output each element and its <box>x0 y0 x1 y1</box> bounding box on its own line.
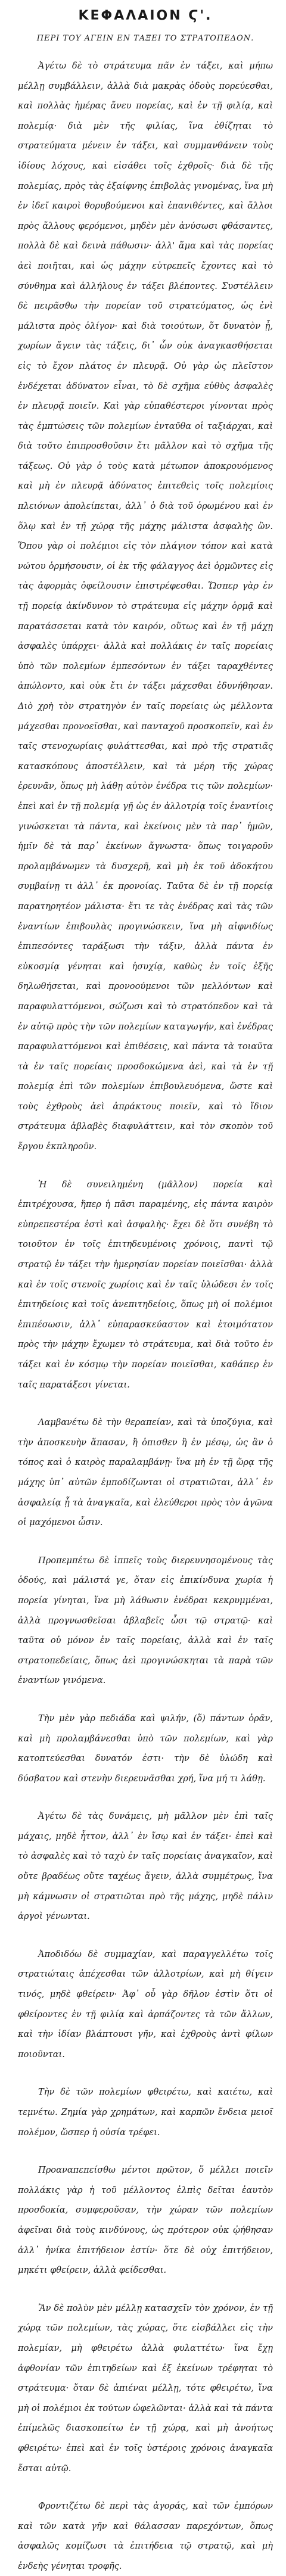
paragraph-1: Ἀγέτω δὲ τὸ στράτευμα πᾶν ἐν τάξει, καὶ μήπω μέλλῃ συμβάλλειν, ἀλλὰ διὰ μακρὰς ὁδοὺς πορεύεσθαι, καὶ πολλὰς ἡμέρας ἄνευ πορείας, καὶ ἐν τῇ φιλίᾳ, καὶ πολεμίᾳ· διὰ μὲν τῆς φιλίας, ἵνα ἐθίζηται τὸ στρατεύματα μένειν ἐν τάξει, καὶ συμμανθάνειν τοὺς ἰδίους λόχους, καὶ εἰσάθει τοῖς ἐχθροῖς· διὰ δὲ τῆς πολεμίας, πρὸς τὰς ἐξαίφνης ἐπιβολὰς γινομένας, ἵνα μὴ ἐν ἰδεῖ καιροὶ θορυβούμενοι καὶ ἐπανιθέντες, καὶ ἄλλοι πρὸς ἄλλους φερόμενοι, μηδὲν μὲν ἀνύσωσι φθάσαντες, πολλὰ δὲ καὶ δεινὰ πάθωσιν· ἀλλ' ἅμα καὶ τὰς πορείας ἀεὶ ποιῆται, καὶ ὡς μάχην εὐτρεπεῖς ἔχοντες καὶ τὸ σύνθημα καὶ ἀλλήλους ἐν τάξει βλέποντες. Συστέλλειν δὲ πειρᾶσθω τὴν πορείαν τοῦ στρατεύματος, ὡς ἐνὶ μάλιστα πρὸς ὀλίγον· καὶ διὰ τοιούτων, ὅτ δυνατὸν ᾖ, χωρίων ἄγειν τὰς τάξεις, δι᾽ ὧν οὐκ ἀναγκασθήσεται εἰς τὸ ἔχον πλάτος ἐν πλευρᾷ. Οὐ γὰρ ὡς πλεῖστον ἐνδέχεται ἀδύνατον εἶναι, τὸ δὲ σχῆμα εὐθὺς ἀσφαλὲς ἐν πλευρᾷ ποιεῖν. Καὶ γὰρ εὐπαθέστεροι γίνονται πρὸς τὰς ἐμπτώσεις τῶν πολεμίων ἐνταῦθα οἱ ταξιάρχαι, καὶ διὰ τοῦτο ἐπιπροσθοῦσιν ἔτι μᾶλλον καὶ τὸ σχῆμα τῆς τάξεως. Οὐ γὰρ ὁ τοὺς κατὰ μέτωπον ἀποκρουόμενος καὶ μὴ ἐν πλευρᾷ ἀδύνατος ἐπιτεθεὶς τοῖς πολεμίοις πλειόνων ἀπολείπεται, ἀλλ᾽ ὁ διὰ τοῦ ὁρωμένου καὶ ἐν ὅλῳ καὶ ἐν τῇ χώρᾳ τῆς μάχης μάλιστα ἀσφαλὴς ὢν. Ὅπου γὰρ οἱ πολέμιοι εἰς τὸν πλάγιον τόπον καὶ κατὰ νώτου ὁρμήσουσιν, οἱ ἐκ τῆς φάλαγγος ἀεὶ ὁρμῶντες εἰς τὰς ἀφορμὰς ὀφείλουσιν ἐπιστρέφεσθαι. Ὥσπερ γὰρ ἐν τῇ πορείᾳ ἀκίνδυνον τὸ στράτευμα εἰς μάχην ὁρμᾷ καὶ παρατάσσεται κατὰ τὸν καιρόν, οὕτως καὶ ἐν τῇ μάχῃ ἀσφαλὲς ὑπάρχει· ἀλλὰ καὶ πολλάκις ἐν ταῖς πορείαις ὑπὸ τῶν πολεμίων ἐμπεσόντων ἐν τάξει ταραχθέντες ἀπώλοντο, καὶ οὐκ ἔτι ἐν τάξει μάχεσθαι ἐδυνήθησαν. Διὸ χρὴ τὸν στρατηγὸν ἐν ταῖς πορείαις ὡς μέλλοντα μάχεσθαι προνοεῖσθαι, καὶ πανταχοῦ προσκοπεῖν, καὶ ἐν ταῖς στενοχωρίαις φυλάττεσθαι, καὶ πρὸ τῆς στρατιᾶς κατασκόπους ἀποστέλλειν, καὶ τὰ μέρη τῆς χώρας ἐρευνᾶν, ὅπως μὴ λάθῃ αὐτὸν ἐνέδρα τις τῶν πολεμίων· ἐπεὶ καὶ ἐν τῇ πολεμίᾳ γῇ ὡς ἐν ἀλλοτρίᾳ τοῖς ἐναντίοις γινώσκεται τὰ πάντα, καὶ ἐκείνοις μὲν τὰ παρ᾽ ἡμῶν, ἡμῖν δὲ τὰ παρ᾽ ἐκείνων ἄγνωστα· ὅπως τοιγαροῦν προλαμβάνωμεν τὰ δυσχερῆ, καὶ μὴ ἐκ τοῦ ἀδοκήτου συμβαίνῃ τι ἀλλ᾽ ἐκ προνοίας. Ταῦτα δὲ ἐν τῇ πορείᾳ παρατηρητέον μάλιστα· ἔτι τε τὰς ἐνέδρας καὶ τὰς τῶν ἐναντίων ἐπιβουλὰς προγινώσκειν, ἵνα μὴ αἰφνιδίως ἐπιπεσόντες ταράξωσι τὴν τάξιν, ἀλλὰ πάντα ἐν εὐκοσμίᾳ γένηται καὶ ἡσυχίᾳ, καθὼς ἐν τοῖς ἑξῆς δηλωθήσεται, καὶ προνοούμενοι τῶν μελλόντων καὶ παραφυλαττόμενοι, σώζωσι καὶ τὸ στρατόπεδον καὶ τὰ ἐν αὐτῷ πρὸς τὴν τῶν πολεμίων καταγωγήν, καὶ ἐνέδρας παραφυλαττόμενοι καὶ ἐπιθέσεις, καὶ πάντα τὰ τοιαῦτα τὰ ἐν ταῖς πορείαις προσδοκώμενα ἀεὶ, καὶ τὰ ἐν τῇ πολεμίᾳ ἐπὶ τῶν πολεμίων ἐπιβουλευόμενα, ὥστε καὶ τοὺς ἐχθροὺς ἀεὶ ἀπράκτους ποιεῖν, καὶ τὸ ἴδιον στράτευμα ἀβλαβὲς διαφυλάττειν, καὶ τὸν σκοπὸν τοῦ ἔργου ἐκπληροῦν. <box>18 61 273 1152</box>
chapter-subtitle: ΠΕΡΙ ΤΟΥ ΑΓΕΙΝ ΕΝ ΤΑΞΕΙ ΤΟ ΣΤΡΑΤΟΠΕΔΟΝ. <box>36 34 254 43</box>
paragraph-10: Ἂν δὲ πολὺν μὲν μέλλῃ κατασχεῖν τὸν χρόνον, ἐν τῇ χώρᾳ τῶν πολεμίων, τὰς χώρας, ὅτε εἰσβάλλει εἰς τὴν πολεμίαν, μὴ φθειρέτω ἀλλὰ φυλαττέτω· ἵνα ἔχῃ ἀφθονίαν τῶν ἐπιτηδείων καὶ ἐξ ἐκείνων τρέφηται τὸ στράτευμα· ὅταν δὲ ἀπιέναι μέλλῃ, τότε φθειρέτω, ἵνα μὴ οἱ πολέμιοι ἐκ τούτων ὠφελῶνται· ἀλλὰ καὶ τὰ πάντα ἐπίμελῶς διασκοπείτω ἐν τῇ χώρᾳ, καὶ μὴ ἀνοήτως φθειρέτω· ἐπεὶ καὶ ἐν τοῖς ὑστέροις χρόνοις ἀναγκαῖα ἔσται αὐτῷ. <box>18 2303 273 2474</box>
paragraph-6: Ἀγέτω δὲ τὰς δυνάμεις, μὴ μᾶλλον μὲν ἐπὶ ταῖς μάχαις, μηδὲ ἧττον, ἀλλ᾽ ἐν ἴσῳ καὶ ἐν τάξει· ἐπεὶ καὶ τὸ ἀσφαλὲς καὶ τὸ ταχὺ ἐν ταῖς πορείαις ἀναγκαῖον, καὶ οὔτε βραδέως οὔτε ταχέως ἄγειν, ἀλλὰ συμμέτρως, ἵνα μὴ κάμνωσιν οἱ στρατιῶται πρὸ τῆς μάχης, μηδὲ πάλιν ἀργοὶ γένωνται. <box>18 1811 273 1922</box>
paragraph-2: Ἡ δὲ συνειλημένη (μᾶλλον) πορεία καὶ ἐπιτρέχουσα, ἥπερ ἡ πᾶσι παραμένης, εἰς πάντα καιρὸν εὐπρεπεστέρα ἐστὶ καὶ ἀσφαλὴς· ἔχει δὲ ὅτι συνέβη τὸ τοιοῦτον ἐν τοῖς ἐπιτηδευμένοις χρόνοις, παντὶ τῷ στρατῷ ἐν τάξει τὴν ἡμερησίαν πορείαν ποιεῖσθαι· ἀλλὰ καὶ ἐν τοῖς στενοῖς χωρίοις καὶ ἐν ταῖς ὑλώδεσι ἐν τοῖς ἐπιτηδείοις καὶ τοῖς ἀνεπιτηδείοις, ὅπως μὴ οἱ πολέμιοι ἐπιπέσωσιν, ἀλλ᾽ εὐπαρασκεύαστον καὶ ἑτοιμότατον πρὸς τὴν μάχην ἔχωμεν τὸ στράτευμα, καὶ διὰ τοῦτο ἐν τάξει καὶ ἐν κόσμῳ τὴν πορείαν ποιεῖσθαι, καθάπερ ἐν ταῖς παρατάξεσι γίνεται. <box>18 1179 273 1390</box>
paragraph-5: Τὴν μὲν γὰρ πεδιάδα καὶ ψιλήν, (ὅ) πάντων ὁρᾶν, καὶ μὴ προλαμβάνεσθαι ὑπὸ τῶν πολεμίων, καὶ γὰρ κατοπτεύεσθαι δυνατόν ἐστι· τὴν δὲ ὑλώδη καὶ δύσβατον καὶ στενὴν διερευνᾶσθαι χρή, ἵνα μή τι λάθῃ. <box>18 1713 273 1784</box>
paragraph-4: Προπεμπέτω δὲ ἱππεῖς τοὺς διερευνησομένους τὰς ὁδούς, καὶ μάλιστά γε, ὅταν εἰς ἐπικίνδυνα χωρία ἡ πορεία γίνηται, ἵνα μὴ λάθωσιν ἐνέδραι κεκρυμμέναι, ἀλλὰ προγνωσθεῖσαι ἀβλαβεῖς ὦσι τῷ στρατῷ· καὶ ταῦτα οὐ μόνον ἐν ταῖς πορείαις, ἀλλὰ καὶ ἐν ταῖς στρατοπεδείαις, ὅπως ἀεὶ προγινώσκηται τὰ παρὰ τῶν ἐναντίων γινόμενα. <box>18 1555 273 1686</box>
paragraph-7: Ἀποδιδόω δὲ συμμαχίαν, καὶ παραγγελλέτω τοῖς στρατιώταις ἀπέχεσθαι τῶν ἀλλοτρίων, καὶ μὴ θίγειν τινός, μηδὲ φθείρειν· Ἀφ᾽ οὗ γὰρ δῆλον ἐστὶν ὅτι οἱ φθείροντες ἐν τῇ φιλίᾳ καὶ ἁρπάζοντες τὰ τῶν ἄλλων, καὶ τὴν ἰδίαν βλάπτουσι γῆν, καὶ ἐχθροὺς ἀντὶ φίλων ποιοῦνται. <box>18 1949 273 2059</box>
chapter-title: ΚΕΦΑΛΑΙΟΝ Ϛ'. <box>78 8 213 23</box>
paragraph-11: Φροντιζέτω δὲ περὶ τὰς ἀγοράς, καὶ τῶν ἐμπόρων καὶ τῶν κατὰ γῆν καὶ θάλασσαν παρεχόντων, ὅπως ἀσφαλῶς κομίζωσι τὰ ἐπιτήδεια τῷ στρατῷ, καὶ μὴ ἐνδεὴς γένηται τροφῆς. <box>18 2501 273 2571</box>
paragraph-9: Προαναπεπείσθω μέντοι πρῶτον, ὅ μέλλει ποιεῖν πολλάκις γὰρ ἡ τοῦ μέλλοντος ἐλπὶς δεῖται ἐαυτὸν προσδοκία, συμφεροῦσαν, τὴν χώραν τῶν πολεμίων ἀφεῖναι διὰ τοὺς κινδύνους, ὡς πρότερον οὐκ ᾠήθησαν ἀλλ᾽ ἡνίκα ἐπιτήδειον ἐστίν· ὅτε δὲ οὐχ ἐπιτήδειον, μηκέτι φθείρειν, ἀλλὰ φείδεσθαι. <box>18 2165 273 2276</box>
paragraph-8: Τὴν δὲ τῶν πολεμίων φθειρέτω, καὶ καιέτω, καὶ τεμνέτω. Ζημία γὰρ χρημάτων, καὶ καρπῶν ἔνδεια μειοῖ πολέμον, ὥσπερ ἡ οὐσία τρέφει. <box>18 2087 273 2138</box>
paragraph-3: Λαμβανέτω δὲ τὴν θεραπείαν, καὶ τὰ ὑποζύγια, καὶ τὴν ἀποσκευὴν ἅπασαν, ἢ ὀπισθεν ἢ ἐν μέσῳ, ὡς ἂν ὁ τόπος καὶ ὁ καιρὸς παραλαμβάνῃ· ἵνα μὴ ἐν τῇ ὥρᾳ τῆς μάχης ὑπ᾽ αὐτῶν ἐμποδίζωνται οἱ στρατιῶται, ἀλλ᾽ ἐν ἀσφαλείᾳ ᾖ τὰ ἀναγκαῖα, καὶ ἐλεύθεροι πρὸς τὸν ἀγῶνα οἱ μαχόμενοι ὦσιν. <box>18 1417 273 1528</box>
